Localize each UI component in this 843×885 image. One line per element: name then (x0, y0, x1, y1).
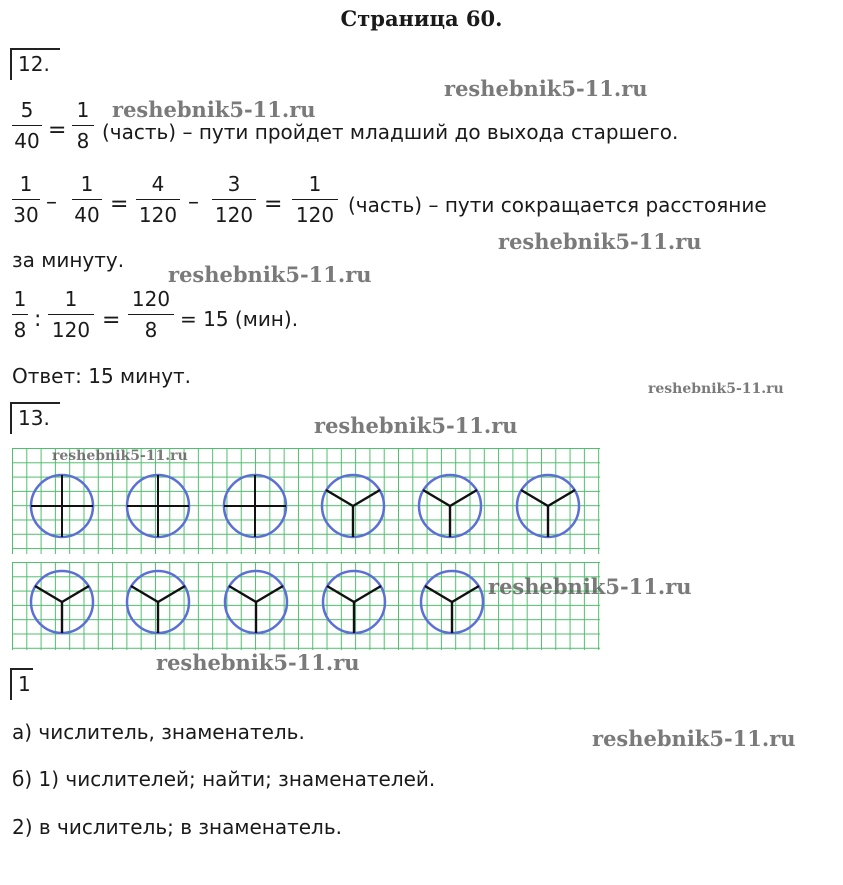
denominator: 40 (74, 203, 100, 227)
fraction-4-120 (136, 172, 180, 227)
equals-sign: = (102, 308, 121, 333)
minus-sign: – (188, 190, 199, 215)
numerator: 1 (308, 172, 322, 196)
page-title: Страница 60. (340, 6, 503, 31)
circle-thirds (322, 475, 384, 537)
watermark: reshebnik5-11.ru (444, 76, 648, 101)
fraction-3-120 (212, 172, 256, 227)
fraction-5-40 (12, 98, 42, 153)
watermark: reshebnik5-11.ru (648, 381, 784, 397)
watermark: reshebnik5-11.ru (168, 262, 372, 287)
fraction-1-40 (72, 172, 102, 227)
fraction-1-8 (72, 98, 94, 153)
circle-thirds (517, 475, 579, 537)
task-12-answer: Ответ: 15 минут. (12, 364, 192, 388)
watermark: reshebnik5-11.ru (112, 97, 316, 122)
line2-text: (часть) – пути сокращается расстояние (348, 193, 767, 217)
fraction-1-120 (48, 287, 94, 342)
circle-thirds (31, 571, 93, 633)
watermark: reshebnik5-11.ru (156, 650, 360, 675)
fraction-120-8 (128, 287, 174, 342)
denominator: 120 (51, 318, 91, 342)
denominator: 8 (76, 129, 90, 153)
denominator: 120 (138, 203, 178, 227)
numerator: 1 (64, 287, 78, 311)
circles-figure (0, 440, 620, 660)
watermark: reshebnik5-11.ru (314, 413, 518, 438)
numerator: 1 (13, 287, 27, 311)
circle-quarters (224, 475, 286, 537)
equals-sign: = (48, 118, 67, 143)
watermark: reshebnik5-11.ru (488, 574, 692, 599)
equals-sign: = (110, 192, 129, 217)
line3-text: = 15 (мин). (180, 307, 299, 331)
circle-quarters (31, 475, 93, 537)
task-14-line-a: а) числитель, знаменатель. (12, 720, 305, 744)
task-14-number: 1 (10, 668, 33, 700)
minus-sign: – (46, 190, 57, 215)
line1-text: (часть) – пути пройдет младший до выхода старшего. (102, 120, 679, 144)
fraction-1-30 (12, 172, 40, 227)
numerator: 1 (76, 98, 90, 122)
numerator: 120 (131, 287, 171, 311)
numerator: 4 (151, 172, 165, 196)
denominator: 30 (13, 203, 39, 227)
numerator: 3 (227, 172, 241, 196)
denominator: 120 (214, 203, 254, 227)
denominator: 8 (144, 318, 158, 342)
numerator: 1 (19, 172, 33, 196)
task-12-number: 12. (10, 48, 60, 80)
circle-thirds (323, 571, 385, 633)
task-14-line-c: 2) в числитель; в знаменатель. (12, 815, 342, 839)
numerator: 1 (80, 172, 94, 196)
line2-text-continued: за минуту. (12, 248, 125, 272)
fraction-1-120 (292, 172, 338, 227)
circle-thirds (419, 475, 481, 537)
task-13-number: 13. (10, 402, 60, 434)
denominator: 120 (295, 203, 335, 227)
watermark: reshebnik5-11.ru (592, 726, 796, 751)
colon-sign: : (34, 307, 42, 332)
watermark: reshebnik5-11.ru (498, 229, 702, 254)
fraction-1-8 (12, 287, 28, 342)
task-14-line-b: б) 1) числителей; найти; знаменателей. (12, 767, 436, 791)
numerator: 5 (20, 98, 34, 122)
circle-quarters (127, 475, 189, 537)
watermark: reshebnik5-11.ru (52, 448, 188, 464)
circle-thirds (421, 571, 483, 633)
circle-thirds (127, 571, 189, 633)
denominator: 8 (13, 318, 27, 342)
equals-sign: = (264, 192, 283, 217)
denominator: 40 (14, 129, 40, 153)
circle-thirds (225, 571, 287, 633)
